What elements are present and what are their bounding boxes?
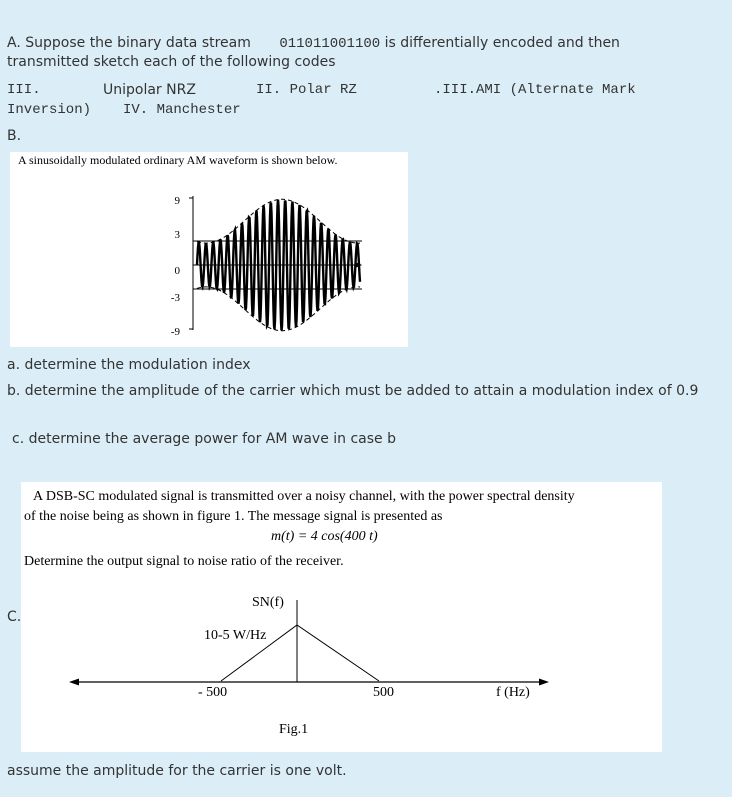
part-a-prefix: A. Suppose the binary data stream	[7, 35, 251, 51]
psd-figure	[21, 482, 662, 752]
code-manchester: IV. Manchester	[123, 102, 241, 118]
am-figure-caption: A sinusoidally modulated ordinary AM waveform is shown below.	[18, 153, 338, 167]
fig-caption: Fig.1	[279, 722, 309, 737]
am-waveform-svg	[10, 152, 408, 347]
part-c-label: C.	[7, 609, 22, 625]
code-ami: .III.AMI (Alternate Mark	[434, 82, 636, 98]
part-b-label: B.	[7, 128, 22, 144]
part-a-line1	[7, 35, 620, 52]
bitstream: 011011001100	[279, 36, 381, 52]
am-figure	[10, 152, 408, 347]
dsb-text-line1: A DSB-SC modulated signal is transmitted over a noisy channel, with the power spectral density	[33, 489, 575, 504]
question-a: a. determine the modulation index	[7, 357, 251, 373]
part-a-line2: transmitted sketch each of the following codes	[7, 54, 336, 70]
psd-peak-label: 10-5 W/Hz	[204, 628, 267, 643]
carrier-note: assume the amplitude for the carrier is one volt.	[7, 763, 347, 779]
freq-axis-label: f (Hz)	[496, 685, 530, 700]
lower-envelope	[197, 287, 360, 331]
y-tick-label-0: 0	[174, 265, 180, 277]
code-unipolar-nrz: Unipolar NRZ	[103, 82, 196, 98]
y-tick-label-neg3: -3	[170, 292, 180, 304]
code-inversion: Inversion)	[7, 102, 92, 118]
dsb-text-line2: of the noise being as shown in figure 1. The message signal is presented as	[24, 509, 443, 524]
freq-neg-500: - 500	[198, 685, 228, 700]
dsb-sc-problem	[21, 482, 662, 752]
code-iii: III.	[7, 82, 41, 98]
y-tick-label-neg9: -9	[170, 326, 180, 338]
frequency-axis-right-arrow	[539, 679, 549, 686]
dsb-text-line3: Determine the output signal to noise ratio of the receiver.	[24, 554, 344, 569]
psd-label: SN(f)	[252, 595, 284, 610]
message-equation: m(t) = 4 cos(400 t)	[271, 529, 378, 544]
y-tick-label-3: 3	[174, 229, 180, 241]
code-polar-rz: II. Polar RZ	[256, 82, 357, 98]
question-c: c. determine the average power for AM wave in case b	[12, 431, 397, 447]
question-b: b. determine the amplitude of the carrier which must be added to attain a modulation index of 0.9	[7, 383, 699, 399]
frequency-axis-left-arrow	[69, 679, 79, 686]
y-tick-label-9: 9	[174, 195, 180, 207]
part-a-suffix: is differentially encoded and then	[384, 35, 620, 51]
time-axis-label: t	[358, 261, 362, 273]
freq-pos-500: 500	[373, 685, 394, 700]
